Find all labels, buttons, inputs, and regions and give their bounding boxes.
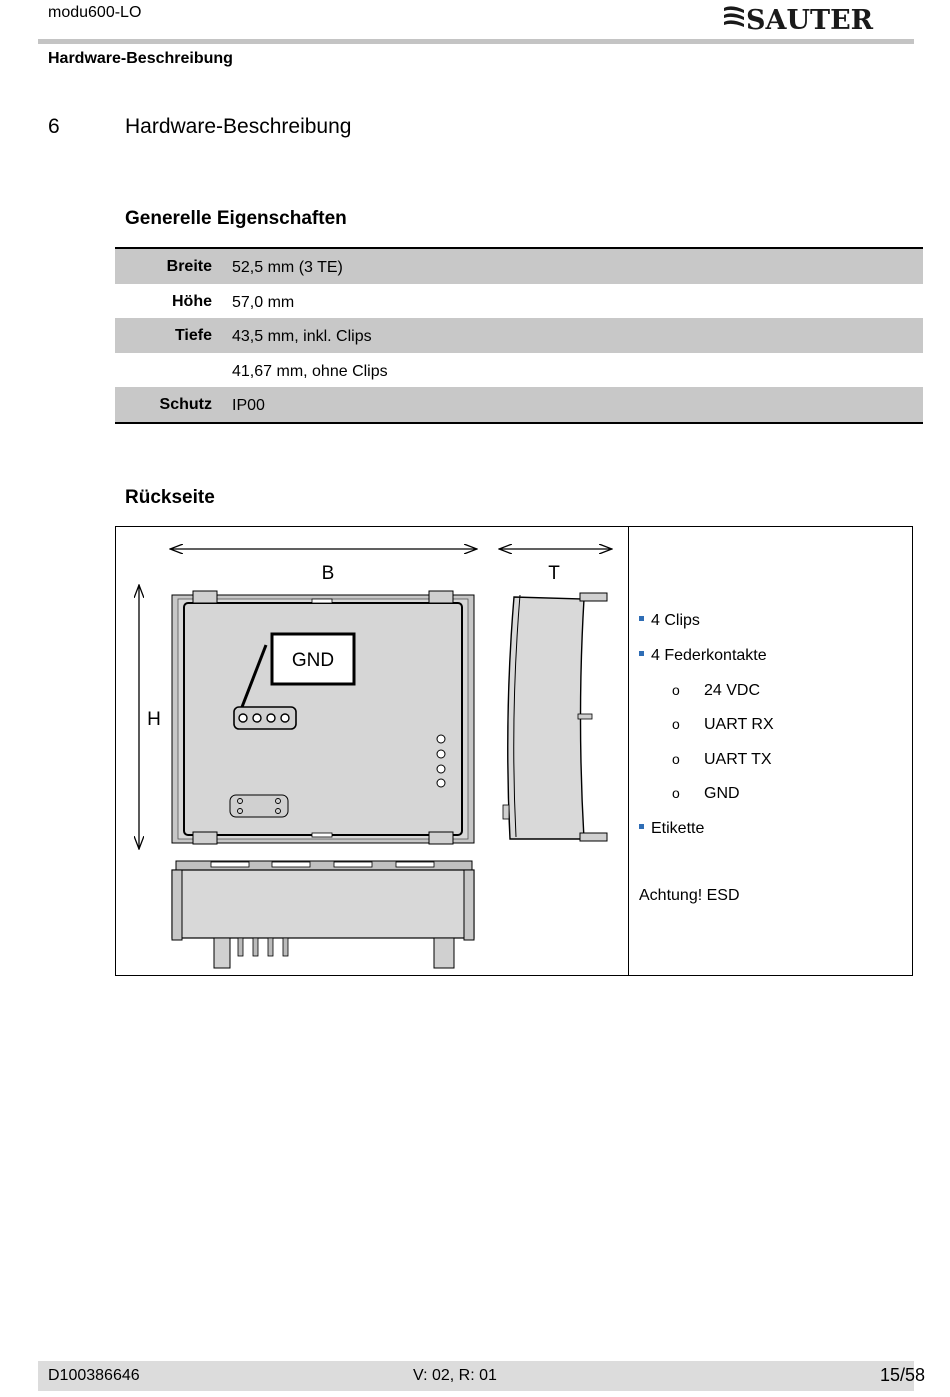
bullet-square-icon xyxy=(639,616,644,621)
row-label: Tiefe xyxy=(174,327,212,344)
row-value: 52,5 mm (3 TE) xyxy=(232,259,343,276)
table-row xyxy=(115,249,923,284)
table-row xyxy=(115,318,923,353)
row-value: IP00 xyxy=(232,397,265,414)
esd-warning: Achtung! ESD xyxy=(639,887,740,904)
table-row xyxy=(115,387,923,422)
device-drawing xyxy=(116,527,627,975)
document-id: D100386646 xyxy=(48,1367,140,1384)
width-label: B xyxy=(321,563,335,584)
brand-text: SAUTER xyxy=(746,5,874,34)
row-label: Schutz xyxy=(159,396,212,413)
bullet-square-icon xyxy=(639,824,644,829)
gnd-callout-label: GND xyxy=(291,650,335,671)
chapter-number: 6 xyxy=(48,115,60,138)
row-value: 43,5 mm, inkl. Clips xyxy=(232,328,372,345)
row-label: Breite xyxy=(166,258,212,275)
properties-heading: Generelle Eigenschaften xyxy=(125,208,347,229)
sauter-logo xyxy=(722,2,902,34)
section-header: Hardware-Beschreibung xyxy=(48,50,233,67)
sub-list-item: o UART TX xyxy=(672,751,772,768)
table-row xyxy=(115,353,923,388)
document-name: modu600-LO xyxy=(48,4,142,21)
circle-bullet-icon: o xyxy=(672,716,680,732)
depth-label: T xyxy=(548,563,560,584)
chapter-title: Hardware-Beschreibung xyxy=(125,115,352,138)
circle-bullet-icon: o xyxy=(672,751,680,767)
list-item: 4 Federkontakte xyxy=(639,647,767,665)
backside-heading: Rückseite xyxy=(125,487,215,508)
circle-bullet-icon: o xyxy=(672,682,680,698)
row-value: 57,0 mm xyxy=(232,293,295,311)
page-number: 15/58 xyxy=(880,1365,926,1385)
module-side-view xyxy=(503,593,607,841)
properties-table xyxy=(115,247,923,424)
table-row xyxy=(115,284,923,319)
sub-list-item: o GND xyxy=(672,785,740,802)
module-back-view xyxy=(172,591,474,844)
list-item: Etikette xyxy=(639,820,704,838)
sub-list-item: o UART RX xyxy=(672,716,774,733)
list-item: 4 Clips xyxy=(639,612,700,630)
sub-list-item: o 24 VDC xyxy=(672,682,761,699)
version-info: V: 02, R: 01 xyxy=(413,1367,497,1384)
circle-bullet-icon: o xyxy=(672,785,680,801)
figure-divider xyxy=(628,526,629,976)
bullet-square-icon xyxy=(639,651,644,656)
module-bottom-view xyxy=(172,861,474,968)
row-value: 41,67 mm, ohne Clips xyxy=(232,362,388,380)
height-label: H xyxy=(147,709,161,730)
row-label: Höhe xyxy=(172,292,212,310)
header-rule xyxy=(38,39,914,44)
